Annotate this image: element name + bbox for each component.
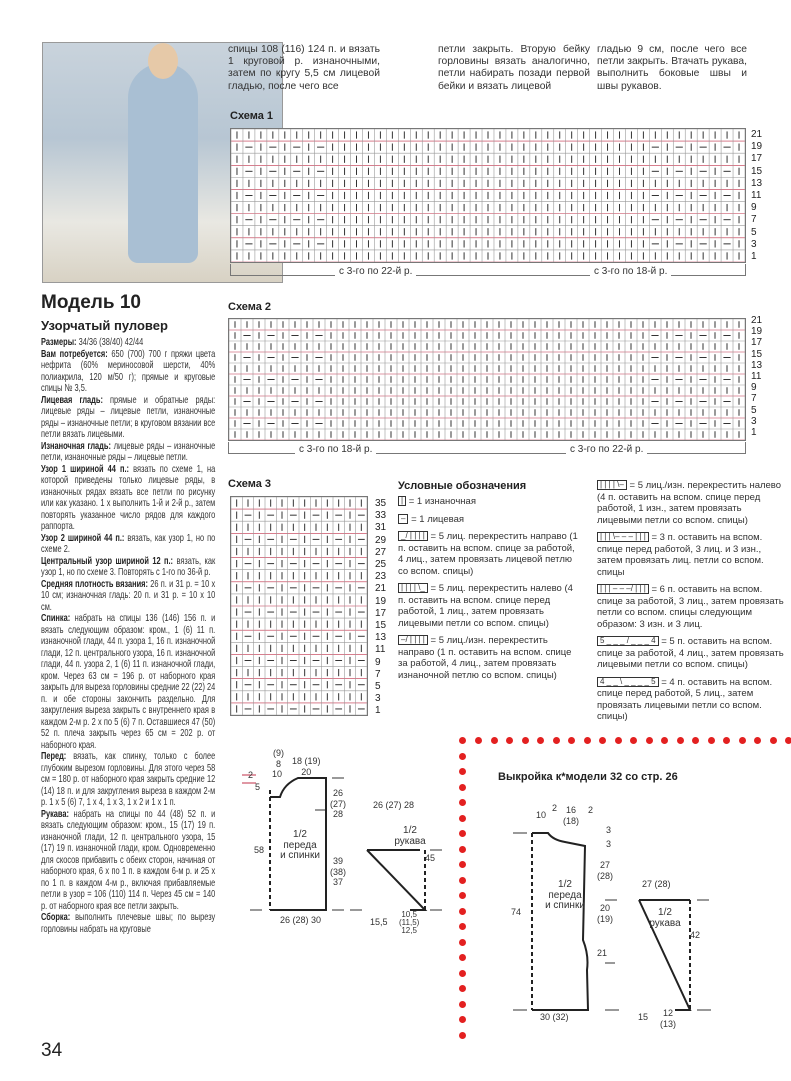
red-dot bbox=[459, 799, 466, 806]
red-dot bbox=[646, 737, 653, 744]
section-heading: Узор 2 шириной 44 п.: bbox=[41, 532, 125, 544]
instruction-section bbox=[41, 395, 215, 441]
legend-symbol: | | | | \_ bbox=[398, 583, 428, 593]
row-number: 21 bbox=[375, 583, 387, 595]
legend-col-1 bbox=[398, 496, 580, 687]
red-dot bbox=[459, 985, 466, 992]
red-dot bbox=[739, 737, 746, 744]
instruction-section bbox=[41, 912, 215, 935]
p1-width: 26 (28) 30 bbox=[280, 915, 322, 925]
legend-col-2 bbox=[597, 480, 787, 729]
legend-item bbox=[398, 583, 580, 629]
p1-body-label: 1/2 переда и спинки bbox=[280, 829, 320, 861]
row-number: 9 bbox=[751, 202, 757, 214]
instruction-section bbox=[41, 441, 215, 464]
p1-neck-d2: 5 bbox=[255, 782, 261, 792]
section-text: 26 п. и 31 р. = 10 х 10 см; изнаночная гладь: 20 п. и 31 р. = 10 х 10 см. bbox=[41, 578, 216, 613]
model-subtitle: Узорчатый пуловер bbox=[41, 318, 168, 333]
top-text-col-3: гладью 9 см, после чего все петли закрыть. Втачать рукава, выполнить боковые швы и швы рукавов. bbox=[597, 44, 747, 92]
instruction-section bbox=[41, 579, 215, 614]
p2-armhole: 27 (28) bbox=[597, 860, 614, 881]
page-number: 34 bbox=[41, 1040, 63, 1061]
legend-text: = 5 лиц./изн. перекрестить направо (1 п. оставить на вспом. спице за работой, 4 лиц., затем провязать изнаночной петлю со вспом. спицы) bbox=[398, 635, 572, 681]
row-number: 31 bbox=[375, 522, 387, 534]
row-number: 13 bbox=[375, 632, 387, 644]
legend-symbol: | bbox=[398, 496, 406, 506]
section-heading: Перед: bbox=[41, 751, 67, 762]
scheme-2-title: Схема 2 bbox=[228, 301, 272, 313]
row-number: 1 bbox=[751, 251, 757, 263]
section-text: 650 (700) 700 г пряжи цвета нефрита (60% мериносовой шерсти, 40% полиакрила, 120 м/50 г); прямые и круговые спицы № 3,5. bbox=[41, 348, 216, 394]
red-dot bbox=[522, 737, 529, 744]
instruction-section bbox=[41, 533, 215, 556]
red-dot bbox=[754, 737, 761, 744]
scheme-1-grid bbox=[230, 128, 746, 263]
row-number: 3 bbox=[375, 693, 381, 705]
top-text-col-2: петли закрыть. Вторую бейку горловины вязать аналогично, петли набирать позади первой бейки и вязать лицевой bbox=[438, 44, 590, 92]
section-text: набрать на спицы по 44 (48) 52 п. и вязать следующим образом: кром., 15 (17) 19 п. изнаночной глади, 12 п. центрального узора, 15 (17) 19 п. изнаночной глади, кром. Одновременно для скосов прибавить с обеих сторон, начиная от наборного края, 6 х по 1 п. в каждом 6-м р. и 25 х по 1 п. в каждом 4-м р., включая прибавляемые петли в узор = 106 (110) 114 п. Через 45 см = 140 р. от наборного края все петли закрыть. bbox=[41, 808, 216, 912]
scheme-3-row-numbers bbox=[375, 498, 386, 718]
row-number: 9 bbox=[375, 656, 381, 668]
scheme-2-caption-2: с 3-го по 22-й р. bbox=[566, 444, 647, 455]
legend-symbol: – bbox=[398, 514, 408, 524]
section-text: вязать по схеме 1, на которой приведены только лицевые ряды, в изнаночных рядах вязать все петли по рисунку или как указано. 1 х выполнить 1-й и 2-й р., затем повторять указанное число рядов для каждого раппорта. bbox=[41, 463, 216, 532]
p1-side: 39 (38) 37 bbox=[330, 856, 347, 887]
red-dot bbox=[723, 737, 730, 744]
row-number: 19 bbox=[375, 595, 387, 607]
section-heading: Спинка: bbox=[41, 613, 71, 624]
legend-item bbox=[597, 677, 787, 723]
legend-text: = 3 п. оставить на вспом. спице перед работой, 3 лиц. и 3 изн., затем провязать лиц. петли со вспом. спицы bbox=[597, 532, 764, 578]
section-heading: Сборка: bbox=[41, 912, 71, 923]
pattern-2-title: Выкройка к*модели 32 со стр. 26 bbox=[498, 771, 678, 783]
red-dot bbox=[770, 737, 777, 744]
scheme-1-caption-2: с 3-го по 18-й р. bbox=[590, 266, 671, 277]
legend-item bbox=[597, 636, 787, 671]
section-heading: Центральный узор шириной 12 п.: bbox=[41, 555, 174, 567]
section-text: вязать, как спинку, только с более глубоким вырезом горловины. Для этого через 58 см = 180 р. от наборного края закрыть средние 12 (14) 18 п. и для закругления выреза в каждом 2-м р. 1 х 5 (6) 7, 1 х 4, 1 х 3, 1 х 2 и 1 х 1 п. bbox=[41, 751, 216, 808]
row-number: 33 bbox=[375, 510, 387, 522]
section-text: выполнить плечевые швы; по вырезу горловины набрать на круговые bbox=[41, 912, 216, 935]
red-dot bbox=[491, 737, 498, 744]
scheme-1-caption-1: с 3-го по 22-й р. bbox=[335, 266, 416, 277]
red-dot bbox=[459, 970, 466, 977]
row-number: 1 bbox=[375, 705, 381, 717]
row-number: 9 bbox=[751, 382, 757, 394]
instruction-section bbox=[41, 556, 215, 579]
section-heading: Изнаночная гладь: bbox=[41, 440, 111, 452]
row-number: 11 bbox=[375, 644, 386, 656]
row-number: 1 bbox=[751, 427, 757, 439]
legend-text: = 1 лицевая bbox=[411, 513, 465, 525]
red-dot bbox=[785, 737, 791, 744]
red-dot bbox=[459, 908, 466, 915]
red-dot bbox=[459, 861, 466, 868]
legend-item bbox=[398, 531, 580, 577]
row-number: 5 bbox=[375, 681, 381, 693]
scheme-1-title: Схема 1 bbox=[230, 110, 274, 122]
red-dot bbox=[459, 939, 466, 946]
legend-item bbox=[597, 584, 787, 630]
p2-shoulder: 16 (18) bbox=[563, 805, 580, 826]
p2-sleeve-top: 27 (28) bbox=[642, 879, 671, 889]
legend-symbol: 5 _ _ _ / _ _ _ 4 bbox=[597, 636, 659, 646]
row-number: 15 bbox=[751, 165, 763, 177]
red-dot bbox=[459, 1032, 466, 1039]
section-text: лицевые ряды – изнаночные петли, изнаночные ряды – лицевые петли. bbox=[41, 440, 216, 463]
row-number: 15 bbox=[751, 348, 763, 360]
p1-sleeve-slope: 15,5 bbox=[370, 917, 388, 927]
p1-sleeve-len: 45 bbox=[425, 853, 436, 863]
legend-symbol: _/ | | | | bbox=[398, 531, 428, 541]
red-dot bbox=[459, 830, 466, 837]
row-number: 21 bbox=[751, 129, 763, 140]
row-number: 13 bbox=[751, 177, 763, 189]
instruction-section bbox=[41, 613, 215, 751]
row-number: 23 bbox=[375, 571, 387, 583]
row-number: 5 bbox=[751, 404, 757, 416]
row-number: 17 bbox=[751, 337, 763, 349]
instruction-section bbox=[41, 809, 215, 913]
p2-sleeve-len: 42 bbox=[690, 930, 701, 940]
legend-item bbox=[398, 635, 580, 681]
legend-text: = 4 п. оставить на вспом. спице перед работой, 5 лиц., затем провязать лицевыми петли со вспом. спицы) bbox=[597, 676, 773, 722]
p1-sleeve-bottom: 10,5 (11,5) 12,5 bbox=[399, 910, 420, 935]
legend-text: = 5 лиц. перекрестить налево (4 п. оставить на вспом. спице перед работой, 1 лиц., затем провязать лицевыми петли со вспом. спицы) bbox=[398, 583, 573, 629]
row-number: 29 bbox=[375, 534, 387, 546]
section-heading: Рукава: bbox=[41, 808, 69, 820]
row-number: 5 bbox=[751, 226, 757, 238]
red-dot bbox=[537, 737, 544, 744]
row-number: 11 bbox=[751, 371, 762, 383]
row-number: 21 bbox=[751, 315, 763, 326]
red-dot bbox=[677, 737, 684, 744]
section-text: вязать, как узор 1, но по схеме 3. Повторять с 1-го по 36-й р. bbox=[41, 555, 216, 578]
p2-gap2: 2 bbox=[588, 805, 594, 815]
row-number: 15 bbox=[375, 620, 387, 632]
legend-symbol: 4 _ _ \ _ _ _ _ 5 bbox=[597, 677, 659, 687]
row-number: 3 bbox=[751, 238, 757, 250]
red-dot bbox=[692, 737, 699, 744]
legend-text: = 1 изнаночная bbox=[408, 496, 476, 507]
legend-symbol: | | | \– – – | | | bbox=[597, 532, 649, 542]
p1-length: 58 bbox=[254, 845, 265, 855]
red-dot bbox=[459, 1001, 466, 1008]
row-number: 11 bbox=[751, 190, 762, 202]
row-number: 19 bbox=[751, 141, 763, 153]
row-number: 27 bbox=[375, 546, 387, 558]
red-dot bbox=[475, 737, 482, 744]
section-heading: Лицевая гладь: bbox=[41, 394, 103, 406]
red-dot bbox=[459, 892, 466, 899]
red-dot bbox=[459, 768, 466, 775]
p1-armhole: 26 (27) 28 bbox=[330, 788, 347, 819]
p1-sleeve-label: 1/2 рукава bbox=[394, 825, 426, 847]
p1-neck-d1: 2 bbox=[248, 770, 254, 780]
red-dot bbox=[615, 737, 622, 744]
section-heading: Узор 1 шириной 44 п.: bbox=[41, 463, 129, 475]
scheme-3-grid bbox=[230, 496, 368, 716]
p2-body-label: 1/2 переда и спинки bbox=[545, 879, 585, 911]
p1-neck-w2: (9) 8 bbox=[273, 748, 284, 769]
red-dot bbox=[459, 1016, 466, 1023]
legend-item bbox=[597, 532, 787, 578]
row-number: 25 bbox=[375, 559, 387, 571]
red-dot bbox=[459, 846, 466, 853]
legend-text: = 5 лиц. перекрестить направо (1 п. оставить на вспом. спице за работой, 4 лиц., затем провязать лицевой петлю со вспом. спицы) bbox=[398, 531, 578, 577]
section-text: набрать на спицы 136 (146) 156 п. и вязать следующим образом: кром., 1 (6) 11 п. изнаночной глади, 44 п. узора 1, 16 п. изнаночной глади, 12 п. центрального узора, 16 п. изнаночной глади, 44 п. узора 2, 1 (6) 11 п. изнаночной глади, кром. Через 63 см = 196 р. от наборного края закрыть для выреза горловины средние 22 (22) 24 п. и обе стороны закончить раздельно. Для закругления выреза закрыть с внутреннего края в каждом 2-м р. 2 х по 5 (6) 7 п. Оставшиеся 47 (50) 52 п. плеча закрыть через 65 см = 202 р. от наборного края. bbox=[41, 613, 216, 751]
row-number: 7 bbox=[751, 393, 757, 405]
legend-text: = 5 п. оставить на вспом. спице за работой, 4 лиц., затем провязать лицевыми петли со вспом. спицы) bbox=[597, 636, 784, 670]
p2-mid: 20 (19) bbox=[597, 903, 614, 924]
section-heading: Размеры: bbox=[41, 337, 77, 348]
p2-sleeve-label: 1/2 рукава bbox=[649, 907, 681, 929]
red-dot bbox=[708, 737, 715, 744]
red-dot bbox=[661, 737, 668, 744]
section-text: 34/36 (38/40) 42/44 bbox=[76, 337, 144, 348]
section-heading: Вам потребуется: bbox=[41, 348, 108, 360]
p2-neck: 10 bbox=[536, 810, 547, 820]
section-heading: Средняя плотность вязания: bbox=[41, 578, 148, 590]
red-dot bbox=[459, 784, 466, 791]
instructions bbox=[41, 337, 215, 935]
instruction-section bbox=[41, 464, 215, 533]
legend-text: = 5 лиц./изн. перекрестить налево (4 п. оставить на вспом. спице перед работой, 1 изн., затем провязать лицевыми петли со вспом. спицы) bbox=[597, 480, 782, 526]
red-dot bbox=[599, 737, 606, 744]
legend-symbol: | | | – – –/ | | | bbox=[597, 584, 649, 594]
scheme-3-title: Схема 3 bbox=[228, 478, 272, 490]
scheme-2-row-numbers bbox=[751, 315, 762, 438]
row-number: 13 bbox=[751, 359, 763, 371]
p1-shoulder: 18 (19) 20 bbox=[292, 756, 321, 777]
scheme-2-grid bbox=[228, 318, 746, 441]
p2-sleeve-bottom: 12 (13) bbox=[660, 1008, 677, 1029]
red-dot bbox=[584, 737, 591, 744]
row-number: 35 bbox=[375, 498, 387, 509]
red-dot bbox=[459, 753, 466, 760]
p2-d1: 3 bbox=[606, 825, 612, 835]
legend-item bbox=[597, 480, 787, 526]
scheme-1-row-numbers bbox=[751, 129, 762, 263]
p2-sleeve-slope: 15 bbox=[638, 1012, 649, 1022]
p1-sleeve-top: 26 (27) 28 bbox=[373, 800, 415, 810]
red-dot bbox=[459, 815, 466, 822]
row-number: 19 bbox=[751, 326, 763, 338]
legend-item bbox=[398, 496, 580, 508]
legend-title: Условные обозначения bbox=[398, 480, 527, 492]
legend-symbol: | | | | \– bbox=[597, 480, 627, 490]
red-dot bbox=[459, 923, 466, 930]
red-dot bbox=[553, 737, 560, 744]
row-number: 7 bbox=[375, 668, 381, 680]
red-dot bbox=[459, 737, 466, 744]
red-dot bbox=[459, 954, 466, 961]
p2-width: 30 (32) bbox=[540, 1012, 569, 1022]
red-dot bbox=[506, 737, 513, 744]
p2-gap1: 2 bbox=[552, 803, 558, 813]
pattern-2-drawing bbox=[505, 820, 735, 1020]
red-dot bbox=[568, 737, 575, 744]
red-dot bbox=[459, 877, 466, 884]
row-number: 7 bbox=[751, 214, 757, 226]
scheme-2-caption-1: с 3-го по 18-й р. bbox=[295, 444, 376, 455]
instruction-section bbox=[41, 349, 215, 395]
model-title: Модель 10 bbox=[41, 292, 141, 313]
top-text-col-1: спицы 108 (116) 124 п. и вязать 1 круговой р. изнаночными, затем по кругу 5,5 см лицевой гладью, после чего все bbox=[228, 44, 380, 92]
section-text: прямые и обратные ряды: лицевые ряды – лицевые петли, изнаночные ряды – изнаночные петли; в круговом вязании все петли вязать лицевыми. bbox=[41, 394, 216, 440]
legend-item bbox=[398, 514, 580, 526]
p2-length: 74 bbox=[511, 907, 522, 917]
row-number: 17 bbox=[751, 153, 763, 165]
model-head bbox=[148, 43, 178, 79]
red-dot bbox=[630, 737, 637, 744]
instruction-section bbox=[41, 337, 215, 349]
p2-low: 21 bbox=[597, 948, 608, 958]
p1-neck-w: 10 bbox=[272, 769, 283, 779]
legend-text: = 6 п. оставить на вспом. спице за работой, 3 лиц., затем провязать петли со вспом. спицы следующим образом: 3 изн. и 3 лиц. bbox=[597, 584, 784, 630]
instruction-section bbox=[41, 751, 215, 809]
row-number: 17 bbox=[375, 607, 387, 619]
p2-d2: 3 bbox=[606, 839, 612, 849]
legend-symbol: –/ | | | | bbox=[398, 635, 428, 645]
row-number: 3 bbox=[751, 415, 757, 427]
section-text: вязать, как узор 1, но по схеме 2. bbox=[41, 532, 216, 555]
sweater-figure bbox=[128, 63, 198, 263]
